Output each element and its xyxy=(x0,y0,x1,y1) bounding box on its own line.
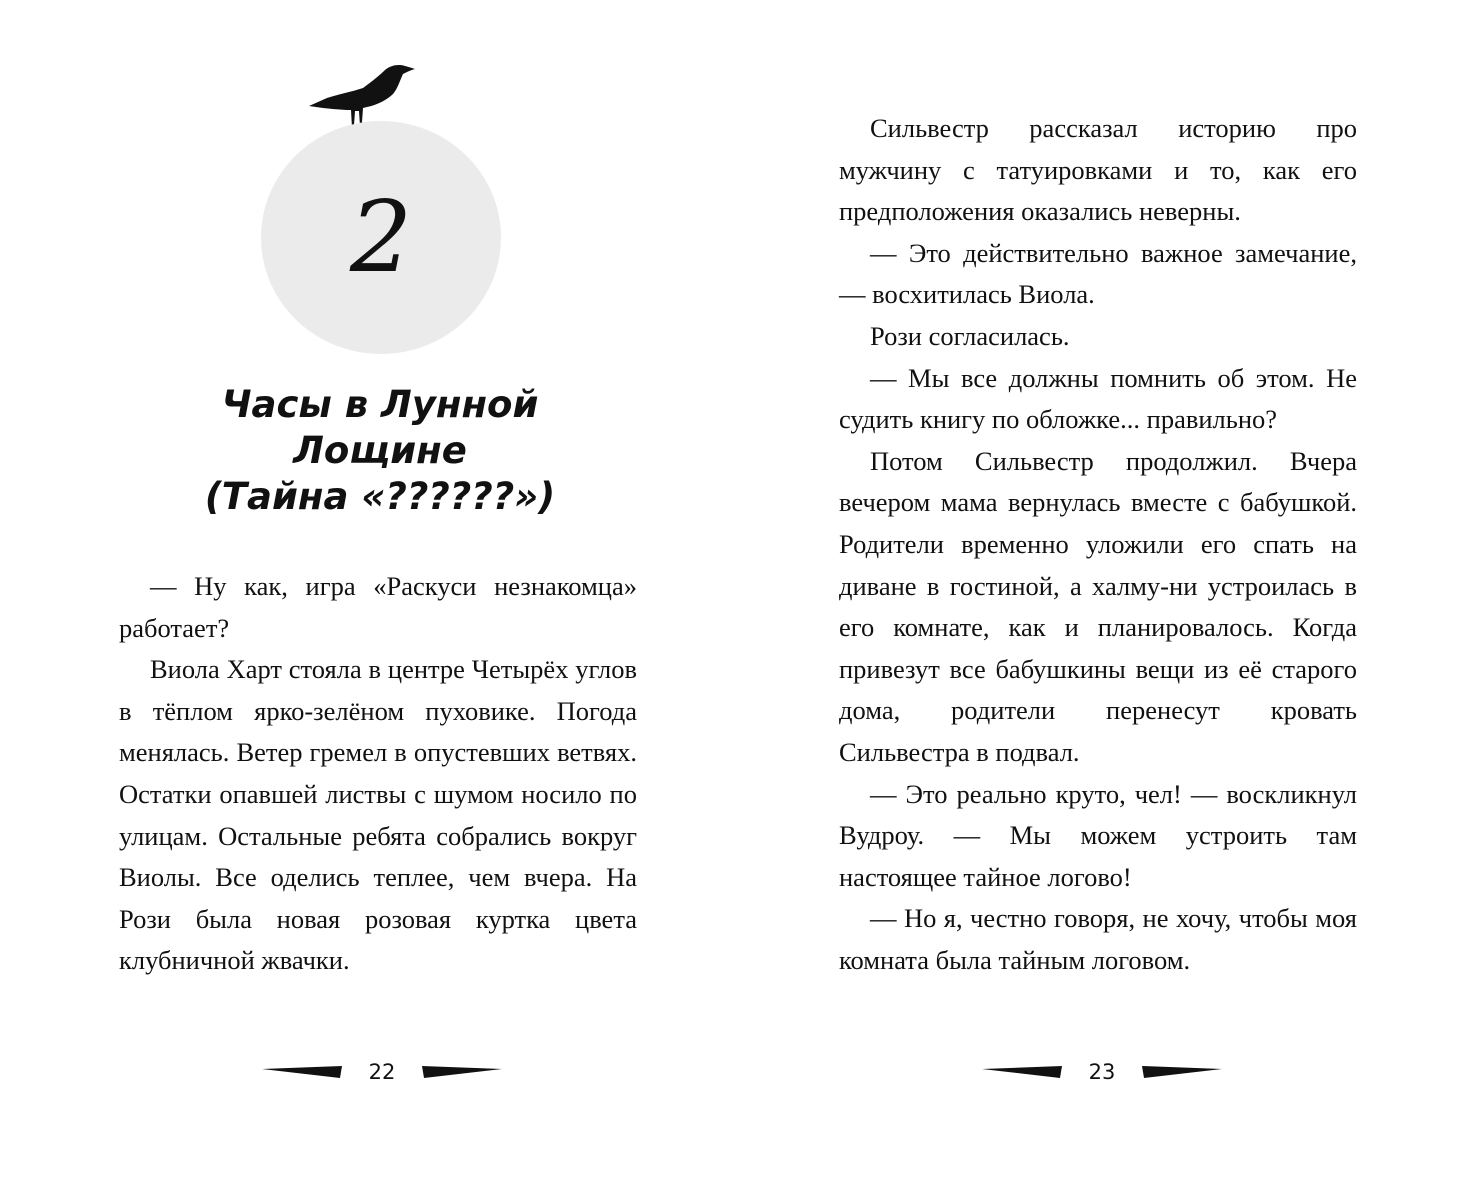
paragraph: — Это реально круто, чел! — воскликнул Вудроу. — Мы можем устроить там настоящее тайное логово! xyxy=(839,778,1357,892)
page-number: 22 xyxy=(368,1060,396,1084)
paragraph: Сильвестр рассказал историю про мужчину с татуировками и то, как его предположения оказались неверны. xyxy=(839,113,1357,227)
chapter-title-line: Лощине xyxy=(293,429,467,472)
crow-icon xyxy=(305,62,417,130)
paragraph: — Мы все должны помнить об этом. Не судить книгу по обложке... правильно? xyxy=(839,362,1357,435)
wedge-ornament-icon xyxy=(1140,1066,1222,1078)
paragraph: Рози согласилась. xyxy=(870,320,1070,351)
chapter-number: 2 xyxy=(349,180,413,295)
left-page-body xyxy=(119,566,637,982)
chapter-title-line: Часы в Лунной xyxy=(221,383,539,426)
left-page xyxy=(0,0,738,1182)
page-footer xyxy=(982,1058,1222,1086)
chapter-title-line: (Тайна «??????») xyxy=(204,475,556,518)
right-page xyxy=(738,0,1477,1182)
wedge-ornament-icon xyxy=(420,1066,502,1078)
paragraph: Виола Харт стояла в центре Четырёх углов в тёплом ярко-зелёном пуховике. Погода менялась. Ветер гремел в опустевших ветвях. Остатки опавшей листвы с шумом носило по улицам. Остальные ребята собрались вокруг Виолы. Все оделись теплее, чем вчера. На Рози была новая розовая куртка цвета клубничной жвачки. xyxy=(119,654,637,976)
wedge-ornament-icon xyxy=(982,1066,1064,1078)
chapter-title xyxy=(140,382,620,520)
page-number: 23 xyxy=(1088,1060,1116,1084)
page-footer xyxy=(262,1058,502,1086)
paragraph: — Это действительно важное замечание, — восхитилась Виола. xyxy=(839,237,1357,310)
paragraph: — Ну как, игра «Раскуси незнакомца» работает? xyxy=(119,571,637,643)
paragraph: — Но я, честно говоря, не хочу, чтобы моя комната была тайным логовом. xyxy=(839,903,1357,975)
wedge-ornament-icon xyxy=(262,1066,344,1078)
right-page-body xyxy=(839,108,1357,981)
paragraph: Потом Сильвестр продолжил. Вчера вечером мама вернулась вместе с бабушкой. Родители временно уложили его спать на диване в гостиной, а халму-ни устроилась в его комнате, как и планировалось. Когда привезут все бабушкины вещи из её старого дома, родители перенесут кровать Сильвестра в подвал. xyxy=(839,445,1357,767)
